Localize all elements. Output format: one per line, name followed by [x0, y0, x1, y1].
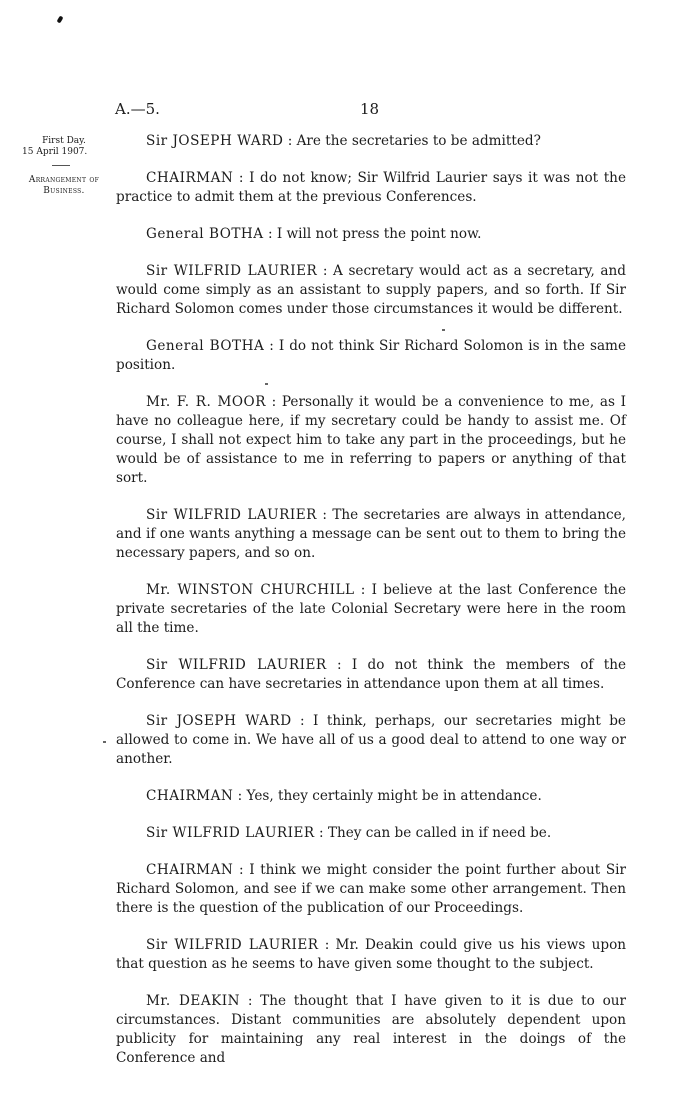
speaker: Mr. F. R. MOOR	[146, 394, 266, 410]
speech: : Personally it would be a convenience to me, as I have no colleague here, if my secretary could be handy to assist me. Of course, I shall not expect him to take any part in the proceedings, but he would be of assistance to me in referring to papers or anything of that sort.	[116, 394, 626, 486]
speaker: Sir WILFRID LAURIER	[146, 263, 318, 279]
paragraph	[116, 861, 626, 918]
paragraph	[116, 824, 626, 843]
document-reference: A.—5.	[115, 100, 160, 118]
speech: : I do not think the members of the Conference can have secretaries in attendance upon them at all times.	[116, 657, 626, 692]
page-header	[115, 100, 625, 120]
speaker: Mr. DEAKIN	[146, 993, 241, 1009]
speech: : Are the secretaries to be admitted?	[287, 133, 541, 149]
transcript-body	[116, 132, 626, 1086]
page-number: 18	[360, 100, 380, 118]
paragraph	[116, 992, 626, 1068]
speech: : Mr. Deakin could give us his views upon that question as he seems to have given some thought to the subject.	[116, 937, 627, 972]
paragraph	[116, 337, 626, 375]
ink-speck	[57, 15, 64, 23]
speech: : I think, perhaps, our secretaries might be allowed to come in. We have all of us a good deal to attend to one way or another.	[116, 713, 626, 767]
paragraph	[116, 262, 626, 319]
speech: : I think we might consider the point further about Sir Richard Solomon, and see if we can make some other arrangement. Then there is the question of the publication of our Proceedings.	[116, 862, 626, 916]
paragraph	[116, 225, 626, 244]
paragraph	[116, 132, 626, 151]
speaker: CHAIRMAN	[146, 788, 234, 804]
speaker: Sir WILFRID LAURIER	[146, 657, 327, 673]
print-speck	[265, 383, 268, 385]
paragraph	[116, 169, 626, 207]
paragraph	[116, 656, 626, 694]
paragraph	[116, 581, 626, 638]
speaker: CHAIRMAN	[146, 170, 234, 186]
margin-divider	[52, 165, 70, 166]
paragraph	[116, 712, 626, 769]
margin-note-date	[22, 136, 100, 158]
speaker: Sir WILFRID LAURIER	[146, 937, 319, 953]
paragraph	[116, 393, 626, 488]
print-speck	[442, 329, 445, 331]
speech: : A secretary would act as a secretary, and would come simply as an assistant to supply papers, and so forth. If Sir Richard Solomon comes under those circumstances it would be different.	[116, 263, 626, 317]
speech: : They can be called in if need be.	[319, 825, 552, 841]
paragraph	[116, 787, 626, 806]
speaker: Sir WILFRID LAURIER	[146, 825, 315, 841]
margin-day: First Day.	[42, 136, 86, 146]
speaker: Sir JOSEPH WARD	[146, 133, 284, 149]
speaker: Mr. WINSTON CHURCHILL	[146, 582, 355, 598]
print-speck	[103, 741, 106, 743]
speech: : The secretaries are always in attendance, and if one wants anything a message can be sent out to them to bring the necessary papers, and so on.	[116, 507, 626, 561]
margin-note-topic: Arrangement of Business.	[28, 175, 100, 196]
speech: : The thought that I have given to it is due to our circumstances. Distant communities are absolutely dependent upon publicity for maintaining any real interest in the doings of the Conference and	[116, 993, 627, 1066]
speech: : I believe at the last Conference the private secretaries of the late Colonial Secretary were here in the room all the time.	[116, 582, 626, 636]
speaker: General BOTHA	[146, 338, 265, 354]
speech: : I do not think Sir Richard Solomon is in the same position.	[116, 338, 626, 373]
paragraph	[116, 936, 626, 974]
speaker: CHAIRMAN	[146, 862, 234, 878]
speech: : I will not press the point now.	[267, 226, 482, 242]
margin-date: 15 April 1907.	[22, 147, 88, 157]
paragraph	[116, 506, 626, 563]
speaker: General BOTHA	[146, 226, 264, 242]
speech: : I do not know; Sir Wilfrid Laurier says it was not the practice to admit them at the previous Conferences.	[116, 170, 626, 205]
speaker: Sir JOSEPH WARD	[146, 713, 292, 729]
speech: : Yes, they certainly might be in attendance.	[237, 788, 542, 804]
speaker: Sir WILFRID LAURIER	[146, 507, 317, 523]
